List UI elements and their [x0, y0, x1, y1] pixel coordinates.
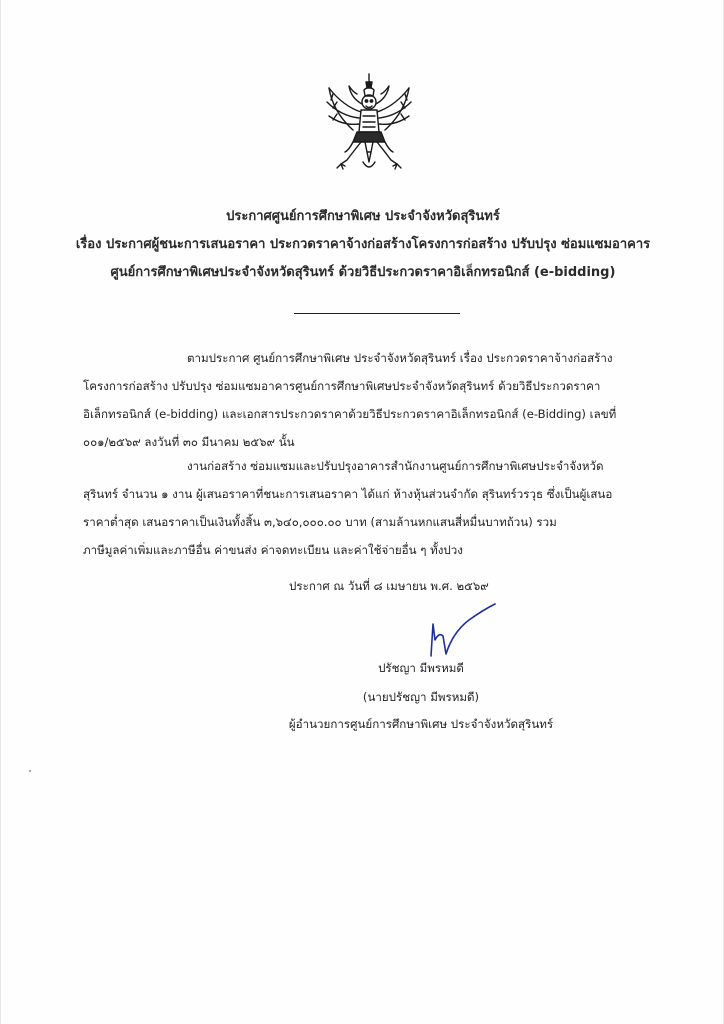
paragraph-2-line: ภาษีมูลค่าเพิ่มและภาษีอื่น ค่าขนส่ง ค่าจดทะเบียน และค่าใช้จ่ายอื่น ๆ ทั้งปวง: [83, 543, 463, 557]
paragraph-2-line: ราคาต่ำสุด เสนอราคาเป็นเงินทั้งสิ้น ๓,๖๔๐,๐๐๐.๐๐ บาท (สามล้านหกแสนสี่หมื่นบาทถ้วน) รวม: [83, 515, 557, 529]
title-line-1: ประกาศศูนย์การศึกษาพิเศษ ประจำจังหวัดสุรินทร์: [226, 209, 500, 224]
announcement-title: [41, 203, 685, 287]
paragraph-1-line: ๐๐๑/๒๕๖๙ ลงวันที่ ๓๐ มีนาคม ๒๕๖๙ นั้น: [83, 435, 295, 449]
signer-full-name: (นายปรัชญา มีพรหมดี): [362, 690, 480, 704]
signer-position: ผู้อำนวยการศูนย์การศึกษาพิเศษ ประจำจังหวัดสุรินทร์: [288, 717, 554, 731]
signer-name: ปรัชญา มีพรหมดี: [378, 661, 464, 675]
paragraph-1-line: โครงการก่อสร้าง ปรับปรุง ซ่อมแซมอาคารศูนย์การศึกษาพิเศษประจำจังหวัดสุรินทร์ ด้วยวิธีประกวดราคา: [83, 379, 601, 393]
body-paragraph-2: [83, 452, 663, 564]
scan-speck: [29, 770, 31, 772]
paragraph-2-line: งานก่อสร้าง ซ่อมแซมและปรับปรุงอาคารสำนักงานศูนย์การศึกษาพิเศษประจำจังหวัด: [187, 459, 604, 473]
body-paragraph-1: [83, 344, 663, 456]
garuda-emblem-icon: [323, 72, 415, 174]
title-divider: [294, 313, 460, 314]
title-line-2: เรื่อง ประกาศผู้ชนะการเสนอราคา ประกวดราคาจ้างก่อสร้างโครงการก่อสร้าง ปรับปรุง ซ่อมแซมอาคาร: [75, 237, 651, 252]
handwritten-signature-icon: [413, 602, 499, 658]
title-line-3: ศูนย์การศึกษาพิเศษประจำจังหวัดสุรินทร์ ด้วยวิธีประกวดราคาอิเล็กทรอนิกส์ (e-bidding): [110, 265, 616, 280]
announcement-date: ประกาศ ณ วันที่ ๘ เมษายน พ.ศ. ๒๕๖๙: [289, 579, 489, 593]
paragraph-1-line: ตามประกาศ ศูนย์การศึกษาพิเศษ ประจำจังหวัดสุรินทร์ เรื่อง ประกวดราคาจ้างก่อสร้าง: [187, 351, 613, 365]
paragraph-1-line: อิเล็กทรอนิกส์ (e-bidding) และเอกสารประกวดราคาด้วยวิธีประกวดราคาอิเล็กทรอนิกส์ (e-Bidding) เลขที่: [83, 407, 617, 421]
paragraph-2-line: สุรินทร์ จำนวน ๑ งาน ผู้เสนอราคาที่ชนะการเสนอราคา ได้แก่ ห้างหุ้นส่วนจำกัด สุรินทร์วรวุธ ซึ่งเป็นผู้เสนอ: [83, 487, 613, 501]
